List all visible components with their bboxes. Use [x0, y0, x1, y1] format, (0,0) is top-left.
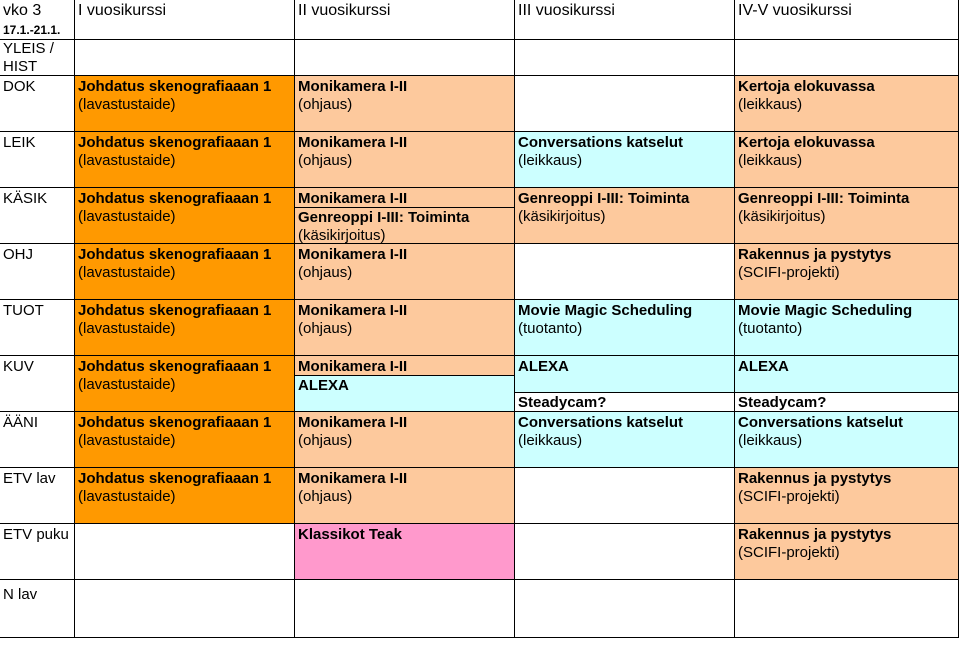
nlav-label: N lav	[3, 586, 38, 603]
tuot-c2	[295, 300, 515, 356]
etvpuku-c2	[295, 524, 515, 580]
week-dates: 17.1.-21.1.	[3, 23, 61, 37]
course-dept: (lavastustaide)	[78, 320, 176, 337]
etvlav-c3	[515, 468, 735, 524]
etvpuku-c3	[515, 524, 735, 580]
row-label-leik	[0, 132, 75, 188]
course-title: Movie Magic Scheduling	[738, 302, 913, 319]
aani-c1	[75, 412, 295, 468]
course-title: Steadycam?	[738, 394, 827, 411]
row-label-kasik	[0, 188, 75, 244]
course-dept: (ohjaus)	[298, 488, 353, 505]
course-title: Conversations katselut	[518, 134, 684, 151]
tuot-c1	[75, 300, 295, 356]
course-title: Conversations katselut	[518, 414, 684, 431]
course-dept: (leikkaus)	[738, 152, 803, 169]
header-col4	[735, 0, 959, 40]
dok-c2	[295, 76, 515, 132]
col1-title: I vuosikurssi	[78, 2, 167, 19]
course-dept: (SCIFI-projekti)	[738, 488, 840, 505]
course-dept: (lavastustaide)	[78, 376, 176, 393]
aani-c4	[735, 412, 959, 468]
col4-title: IV-V vuosikurssi	[738, 2, 852, 19]
aani-c2	[295, 412, 515, 468]
kuv-c2b	[295, 376, 515, 412]
dok-c1	[75, 76, 295, 132]
course-title: Monikamera I-II	[298, 134, 408, 151]
course-title: Johdatus skenografiaaan 1	[78, 358, 272, 375]
dok-label: DOK	[3, 78, 36, 95]
course-dept: (käsikirjoitus)	[298, 227, 386, 244]
course-dept: (SCIFI-projekti)	[738, 264, 840, 281]
course-dept: (käsikirjoitus)	[518, 208, 606, 225]
row-label-aani	[0, 412, 75, 468]
etvlav-label: ETV lav	[3, 470, 56, 487]
ohj-c2	[295, 244, 515, 300]
course-title: Johdatus skenografiaaan 1	[78, 246, 272, 263]
yleis-c1	[75, 40, 295, 76]
course-dept: (SCIFI-projekti)	[738, 544, 840, 561]
kuv-c4a	[735, 356, 959, 393]
kasik-c2b	[295, 208, 515, 244]
ohj-label: OHJ	[3, 246, 33, 263]
course-title: Johdatus skenografiaaan 1	[78, 190, 272, 207]
leik-c1	[75, 132, 295, 188]
course-title: Johdatus skenografiaaan 1	[78, 134, 272, 151]
kuv-c3b	[515, 393, 735, 412]
tuot-label: TUOT	[3, 302, 44, 319]
ohj-c4	[735, 244, 959, 300]
ohj-c1	[75, 244, 295, 300]
etvlav-c4	[735, 468, 959, 524]
yleis-c3	[515, 40, 735, 76]
course-dept: (lavastustaide)	[78, 488, 176, 505]
dok-c3	[515, 76, 735, 132]
course-title: Monikamera I-II	[298, 358, 408, 375]
etvpuku-c1	[75, 524, 295, 580]
course-title: Monikamera I-II	[298, 414, 408, 431]
kuv-c3a	[515, 356, 735, 393]
leik-c2	[295, 132, 515, 188]
course-title: Kertoja elokuvassa	[738, 78, 875, 95]
course-dept: (käsikirjoitus)	[738, 208, 826, 225]
course-title: Johdatus skenografiaaan 1	[78, 302, 272, 319]
course-dept: (lavastustaide)	[78, 432, 176, 449]
col3-title: III vuosikurssi	[518, 2, 615, 19]
leik-label: LEIK	[3, 134, 36, 151]
row-label-yleis	[0, 40, 75, 76]
nlav-c2	[295, 580, 515, 638]
course-dept: (lavastustaide)	[78, 152, 176, 169]
kasik-c3	[515, 188, 735, 244]
course-title: ALEXA	[518, 358, 569, 375]
course-title: Conversations katselut	[738, 414, 904, 431]
col2-title: II vuosikurssi	[298, 2, 391, 19]
course-dept: (tuotanto)	[518, 320, 583, 337]
kuv-c2a	[295, 356, 515, 376]
course-dept: (ohjaus)	[298, 320, 353, 337]
ohj-c3	[515, 244, 735, 300]
course-title: Monikamera I-II	[298, 470, 408, 487]
aani-label: ÄÄNI	[3, 414, 39, 431]
header-col3	[515, 0, 735, 40]
nlav-c3	[515, 580, 735, 638]
yleis-c4	[735, 40, 959, 76]
course-dept: (lavastustaide)	[78, 264, 176, 281]
course-dept: (leikkaus)	[518, 152, 583, 169]
course-title: Rakennus ja pystytys	[738, 526, 892, 543]
course-dept: (ohjaus)	[298, 264, 353, 281]
leik-c3	[515, 132, 735, 188]
course-title: Movie Magic Scheduling	[518, 302, 693, 319]
header-col1	[75, 0, 295, 40]
row-label-etvlav	[0, 468, 75, 524]
course-title: Rakennus ja pystytys	[738, 470, 892, 487]
row-label-etvpuku	[0, 524, 75, 580]
row-label-kuv	[0, 356, 75, 412]
row-label-tuot	[0, 300, 75, 356]
course-title: Klassikot Teak	[298, 526, 402, 543]
row-label-dok	[0, 76, 75, 132]
etvpuku-label: ETV puku	[3, 526, 69, 543]
kuv-c1	[75, 356, 295, 412]
course-dept: (leikkaus)	[738, 96, 803, 113]
etvlav-c1	[75, 468, 295, 524]
course-title: Johdatus skenografiaaan 1	[78, 470, 272, 487]
course-title: Genreoppi I-III: Toiminta	[298, 209, 470, 226]
course-title: ALEXA	[298, 377, 349, 394]
course-title: Genreoppi I-III: Toiminta	[518, 190, 690, 207]
course-title: Kertoja elokuvassa	[738, 134, 875, 151]
nlav-c4	[735, 580, 959, 638]
course-title: Rakennus ja pystytys	[738, 246, 892, 263]
course-title: Monikamera I-II	[298, 246, 408, 263]
nlav-c1	[75, 580, 295, 638]
dok-c4	[735, 76, 959, 132]
row-label-ohj	[0, 244, 75, 300]
course-title: Monikamera I-II	[298, 302, 408, 319]
kasik-c4	[735, 188, 959, 244]
course-dept: (ohjaus)	[298, 152, 353, 169]
course-title: Johdatus skenografiaaan 1	[78, 78, 272, 95]
header-col2	[295, 0, 515, 40]
row-label-nlav	[0, 580, 75, 638]
kasik-c1	[75, 188, 295, 244]
week-cell	[0, 0, 75, 40]
course-dept: (ohjaus)	[298, 96, 353, 113]
yleis-label-1: YLEIS /	[3, 40, 54, 57]
course-dept: (lavastustaide)	[78, 96, 176, 113]
course-title: Genreoppi I-III: Toiminta	[738, 190, 910, 207]
kasik-c2a	[295, 188, 515, 208]
course-title: Monikamera I-II	[298, 78, 408, 95]
kuv-c4b	[735, 393, 959, 412]
course-dept: (leikkaus)	[738, 432, 803, 449]
course-title: Monikamera I-II	[298, 190, 408, 207]
kuv-label: KUV	[3, 358, 34, 375]
yleis-c2	[295, 40, 515, 76]
course-dept: (tuotanto)	[738, 320, 803, 337]
course-dept: (leikkaus)	[518, 432, 583, 449]
aani-c3	[515, 412, 735, 468]
etvlav-c2	[295, 468, 515, 524]
week-label: vko 3	[3, 2, 42, 19]
course-title: ALEXA	[738, 358, 789, 375]
course-dept: (ohjaus)	[298, 432, 353, 449]
course-title: Johdatus skenografiaaan 1	[78, 414, 272, 431]
etvpuku-c4	[735, 524, 959, 580]
course-dept: (lavastustaide)	[78, 208, 176, 225]
tuot-c3	[515, 300, 735, 356]
kasik-label: KÄSIK	[3, 190, 48, 207]
yleis-label-2: HIST	[3, 58, 38, 75]
tuot-c4	[735, 300, 959, 356]
course-title: Steadycam?	[518, 394, 607, 411]
leik-c4	[735, 132, 959, 188]
